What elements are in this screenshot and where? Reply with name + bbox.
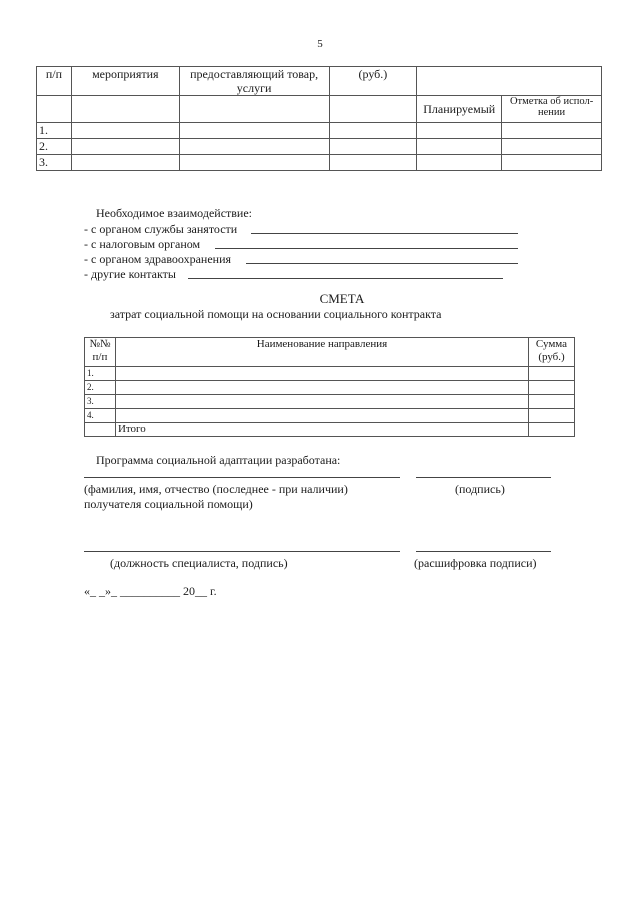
table-cell[interactable] <box>71 155 179 171</box>
other-line[interactable] <box>188 278 503 279</box>
table-cell[interactable] <box>115 409 528 423</box>
header-cell: (руб.) <box>329 67 417 96</box>
interaction-employment: - с органом службы занятости <box>84 222 238 236</box>
estimate-title: СМЕТА <box>319 291 365 306</box>
table-cell[interactable] <box>179 139 329 155</box>
table-cell[interactable] <box>179 123 329 139</box>
row-number: 2. <box>85 381 116 395</box>
header-cell: предоставляющий товар, услуги <box>179 67 329 96</box>
table-row <box>37 155 602 171</box>
table-cell[interactable] <box>329 155 417 171</box>
table-row <box>37 123 602 139</box>
col-sum-header: Сумма (руб.) <box>529 338 575 367</box>
recipient-label: получателя социальной помощи) <box>84 497 253 511</box>
fio-line[interactable] <box>84 477 400 478</box>
signature-line[interactable] <box>416 477 551 478</box>
total-row <box>85 423 575 437</box>
subheader-cell <box>37 96 72 123</box>
header-cell <box>417 67 602 96</box>
page-number: 5 <box>317 38 323 50</box>
interaction-other: - другие контакты <box>84 267 176 281</box>
row-number: 4. <box>85 409 116 423</box>
table-cell[interactable] <box>71 139 179 155</box>
table-cell[interactable] <box>329 139 417 155</box>
row-number: 3. <box>85 395 116 409</box>
total-label: Итого <box>115 423 528 437</box>
table-row <box>37 139 602 155</box>
table-cell[interactable] <box>529 409 575 423</box>
decode-line[interactable] <box>416 551 551 552</box>
position-line[interactable] <box>84 551 400 552</box>
interaction-health: - с органом здравоохранения <box>84 252 232 266</box>
table-header-row <box>85 338 575 367</box>
fio-label: (фамилия, имя, отчество (последнее - при наличии) <box>84 482 348 496</box>
table-header-row <box>37 67 602 96</box>
decode-label: (расшифровка подписи) <box>414 556 537 570</box>
table-cell[interactable] <box>529 381 575 395</box>
subheader-cell <box>329 96 417 123</box>
table-cell <box>85 423 116 437</box>
subheader-planned: Планируемый <box>417 96 502 123</box>
signature-label: (подпись) <box>455 482 505 496</box>
table-cell[interactable] <box>417 155 502 171</box>
table-cell[interactable] <box>417 123 502 139</box>
header-cell: мероприятия <box>71 67 179 96</box>
table-cell[interactable] <box>115 381 528 395</box>
activities-table <box>36 66 602 171</box>
table-cell[interactable] <box>502 123 602 139</box>
header-cell: п/п <box>37 67 72 96</box>
subheader-cell <box>179 96 329 123</box>
table-row <box>85 395 575 409</box>
employment-line[interactable] <box>251 233 518 234</box>
table-cell[interactable] <box>529 395 575 409</box>
row-number: 1. <box>85 367 116 381</box>
row-number: 2. <box>37 139 72 155</box>
table-cell[interactable] <box>115 395 528 409</box>
subheader-cell <box>71 96 179 123</box>
subheader-execution-mark: Отметка об испол-нении <box>502 96 602 123</box>
table-cell[interactable] <box>115 367 528 381</box>
col-name-header: Наименование направления <box>115 338 528 367</box>
estimate-subtitle: затрат социальной помощи на основании социального контракта <box>110 307 442 321</box>
table-subheader-row <box>37 96 602 123</box>
health-line[interactable] <box>246 263 518 264</box>
table-row <box>85 381 575 395</box>
table-cell[interactable] <box>329 123 417 139</box>
table-cell[interactable] <box>529 367 575 381</box>
date-line: «_ _»_ __________ 20__ г. <box>84 584 217 598</box>
position-label: (должность специалиста, подпись) <box>110 556 288 570</box>
total-sum-cell[interactable] <box>529 423 575 437</box>
program-title: Программа социальной адаптации разработана: <box>96 453 341 467</box>
table-cell[interactable] <box>502 139 602 155</box>
table-row <box>85 367 575 381</box>
table-cell[interactable] <box>502 155 602 171</box>
row-number: 1. <box>37 123 72 139</box>
tax-line[interactable] <box>215 248 518 249</box>
row-number: 3. <box>37 155 72 171</box>
table-cell[interactable] <box>417 139 502 155</box>
estimate-table <box>84 337 575 437</box>
interaction-title: Необходимое взаимодействие: <box>96 206 253 220</box>
table-row <box>85 409 575 423</box>
table-cell[interactable] <box>71 123 179 139</box>
col-num-header: №№ п/п <box>85 338 116 367</box>
interaction-tax: - с налоговым органом <box>84 237 201 251</box>
table-cell[interactable] <box>179 155 329 171</box>
